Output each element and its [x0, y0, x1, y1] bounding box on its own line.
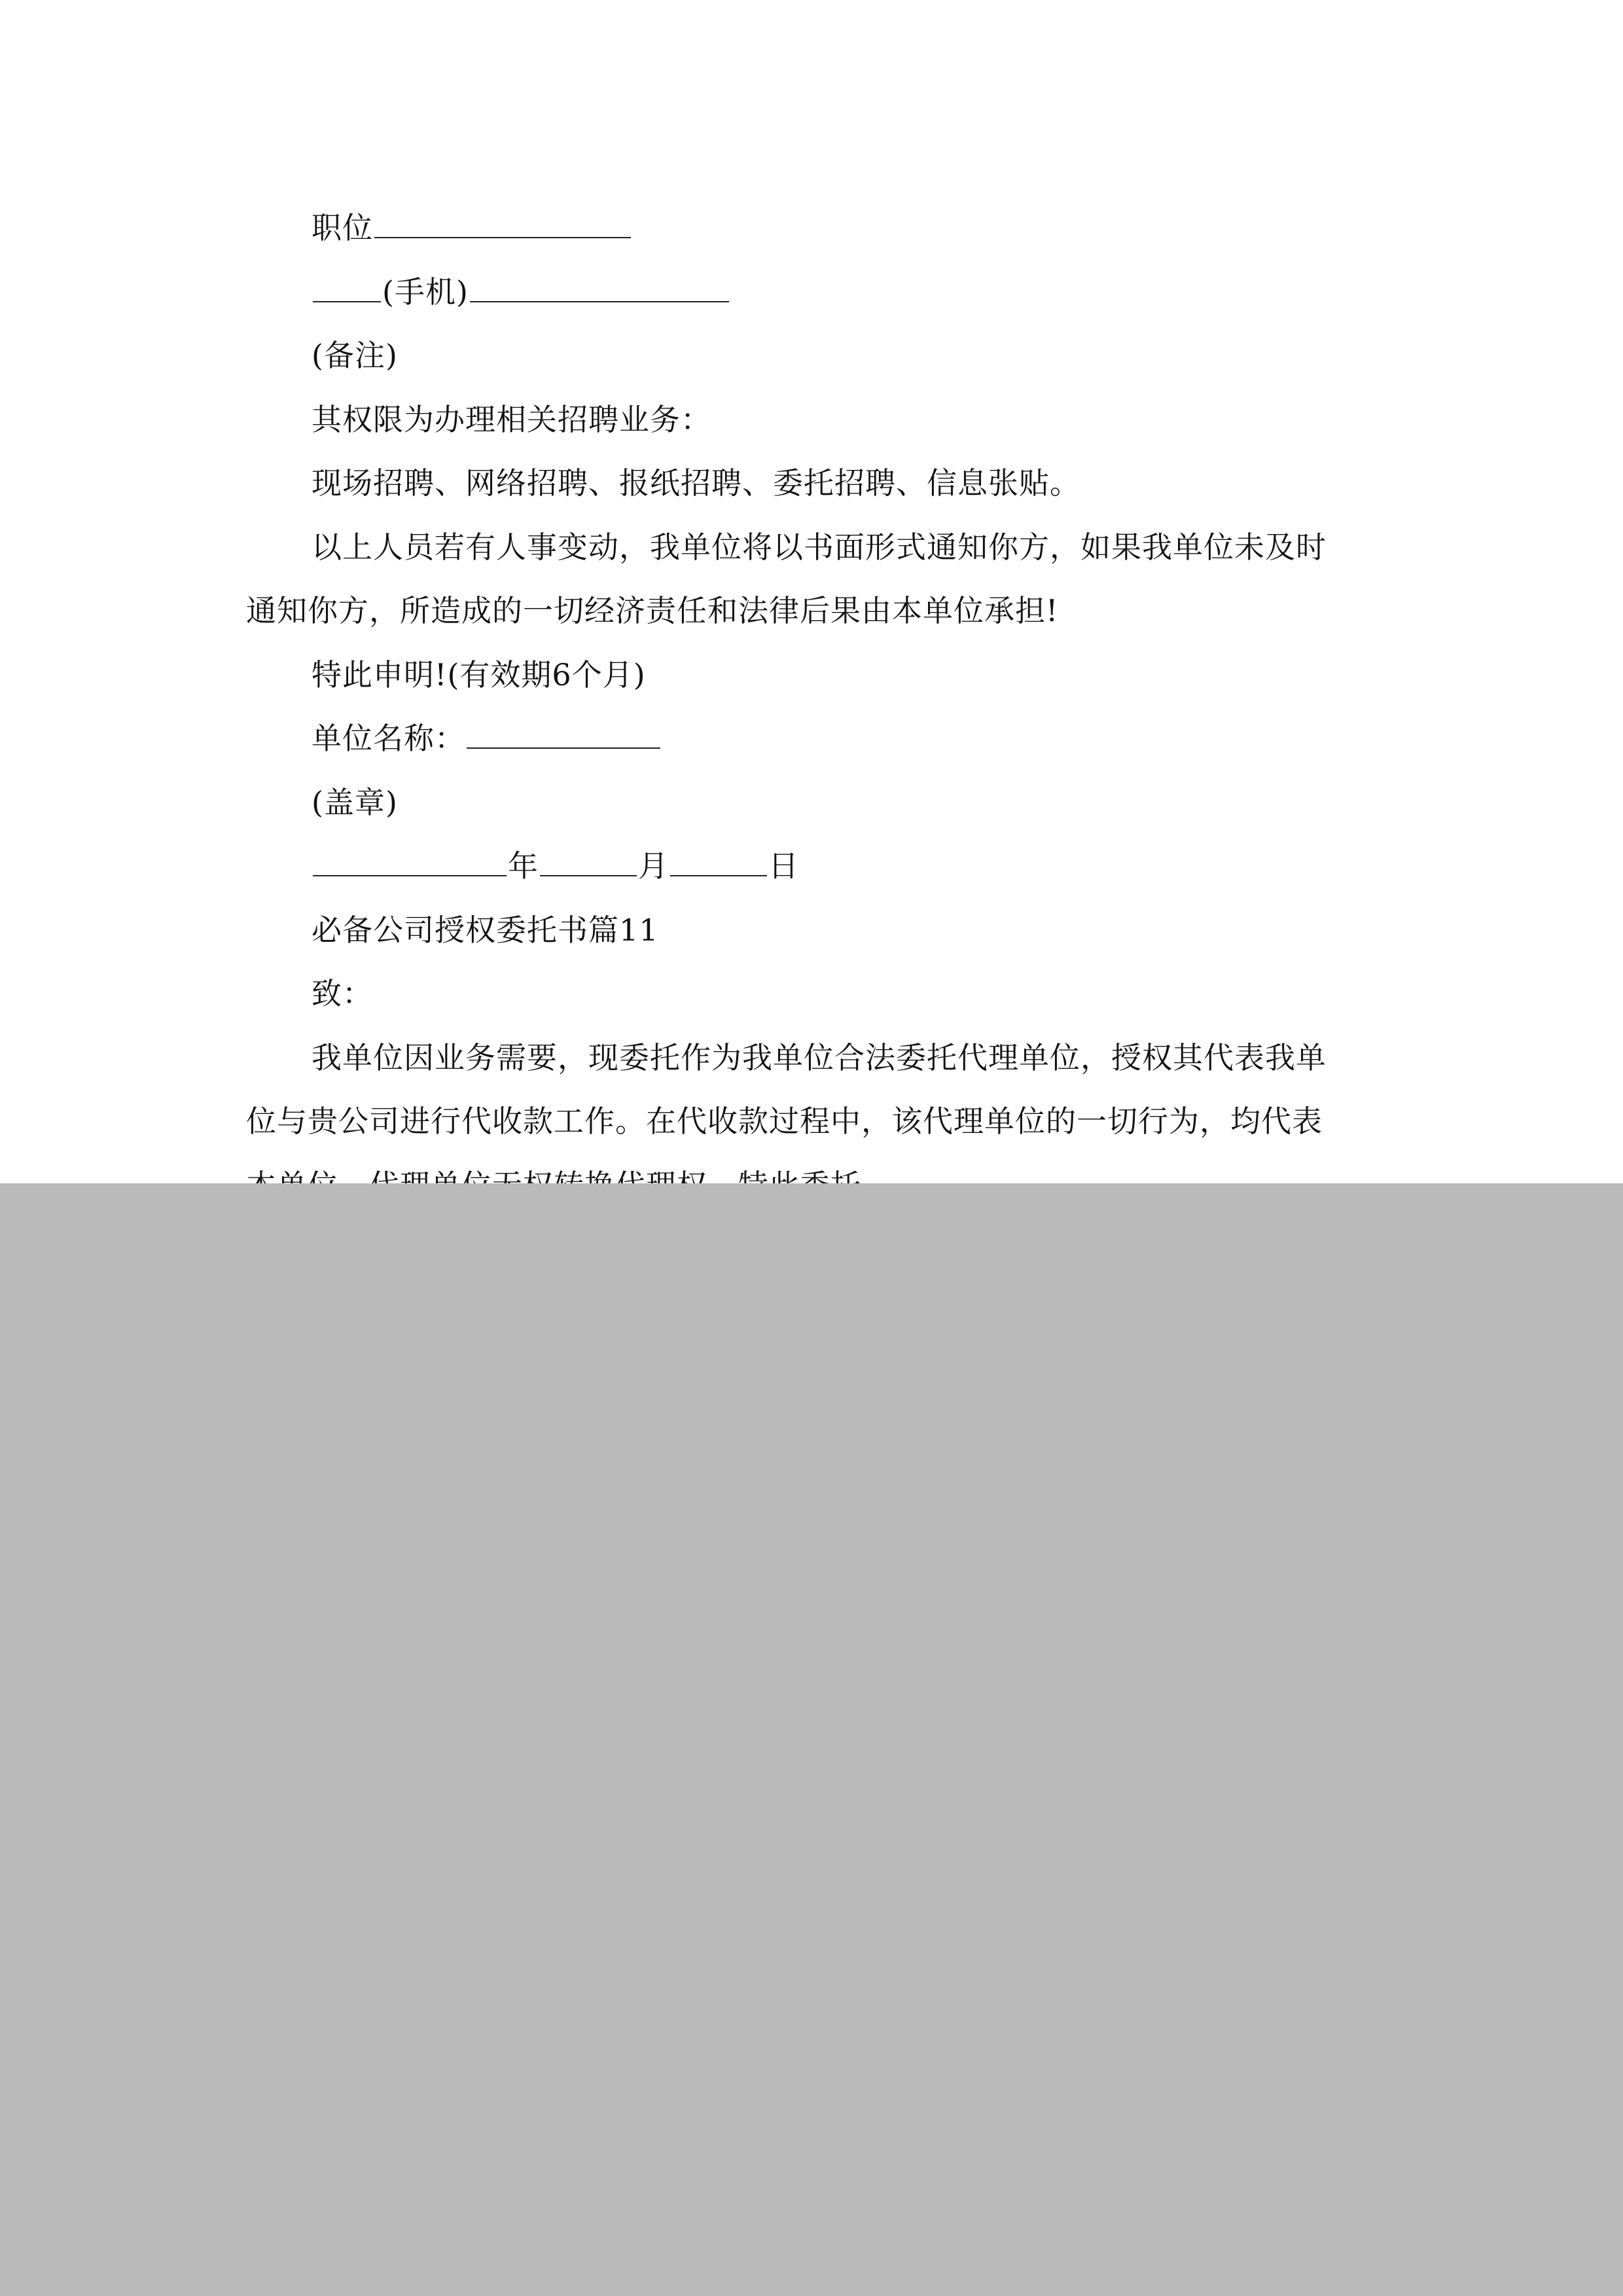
notice-line-2: 通知你方，所造成的一切经济责任和法律后果由本单位承担!	[246, 593, 1059, 628]
day-blank	[670, 848, 767, 876]
phone-prefix-blank	[313, 274, 381, 302]
declaration-line: 特此申明!(有效期6个月)	[312, 657, 646, 692]
scope-intro-line: 其权限为办理相关招聘业务：	[312, 402, 711, 437]
year-blank	[313, 848, 507, 876]
phone-blank	[470, 274, 729, 302]
date-line	[312, 846, 1444, 886]
unit-name-line	[312, 719, 1444, 758]
remark-line: (备注)	[312, 338, 398, 373]
gray-occluder	[0, 1183, 1623, 2296]
position-line	[312, 208, 1444, 247]
salutation-line: 致：	[312, 976, 373, 1011]
section-title: 必备公司授权委托书篇11	[312, 912, 659, 948]
day-label: 日	[768, 848, 799, 884]
unit-name-blank	[467, 720, 660, 749]
position-blank	[374, 209, 631, 238]
year-label: 年	[508, 848, 539, 884]
body-line-2: 位与贵公司进行代收款工作。在代收款过程中，该代理单位的一切行为，均代表	[246, 1103, 1323, 1139]
position-label: 职位	[312, 210, 373, 245]
notice-line-1: 以上人员若有人事变动，我单位将以书面形式通知你方，如果我单位未及时	[312, 529, 1327, 565]
phone-line	[312, 272, 1444, 312]
month-blank	[540, 848, 637, 876]
month-label: 月	[638, 848, 669, 884]
phone-label: (手机)	[382, 274, 469, 310]
scope-list-line: 现场招聘、网络招聘、报纸招聘、委托招聘、信息张贴。	[312, 465, 1080, 501]
unit-name-label: 单位名称：	[312, 721, 465, 756]
seal-line: (盖章)	[312, 785, 398, 820]
body-line-1: 我单位因业务需要，现委托作为我单位合法委托代理单位，授权其代表我单	[312, 1040, 1327, 1075]
